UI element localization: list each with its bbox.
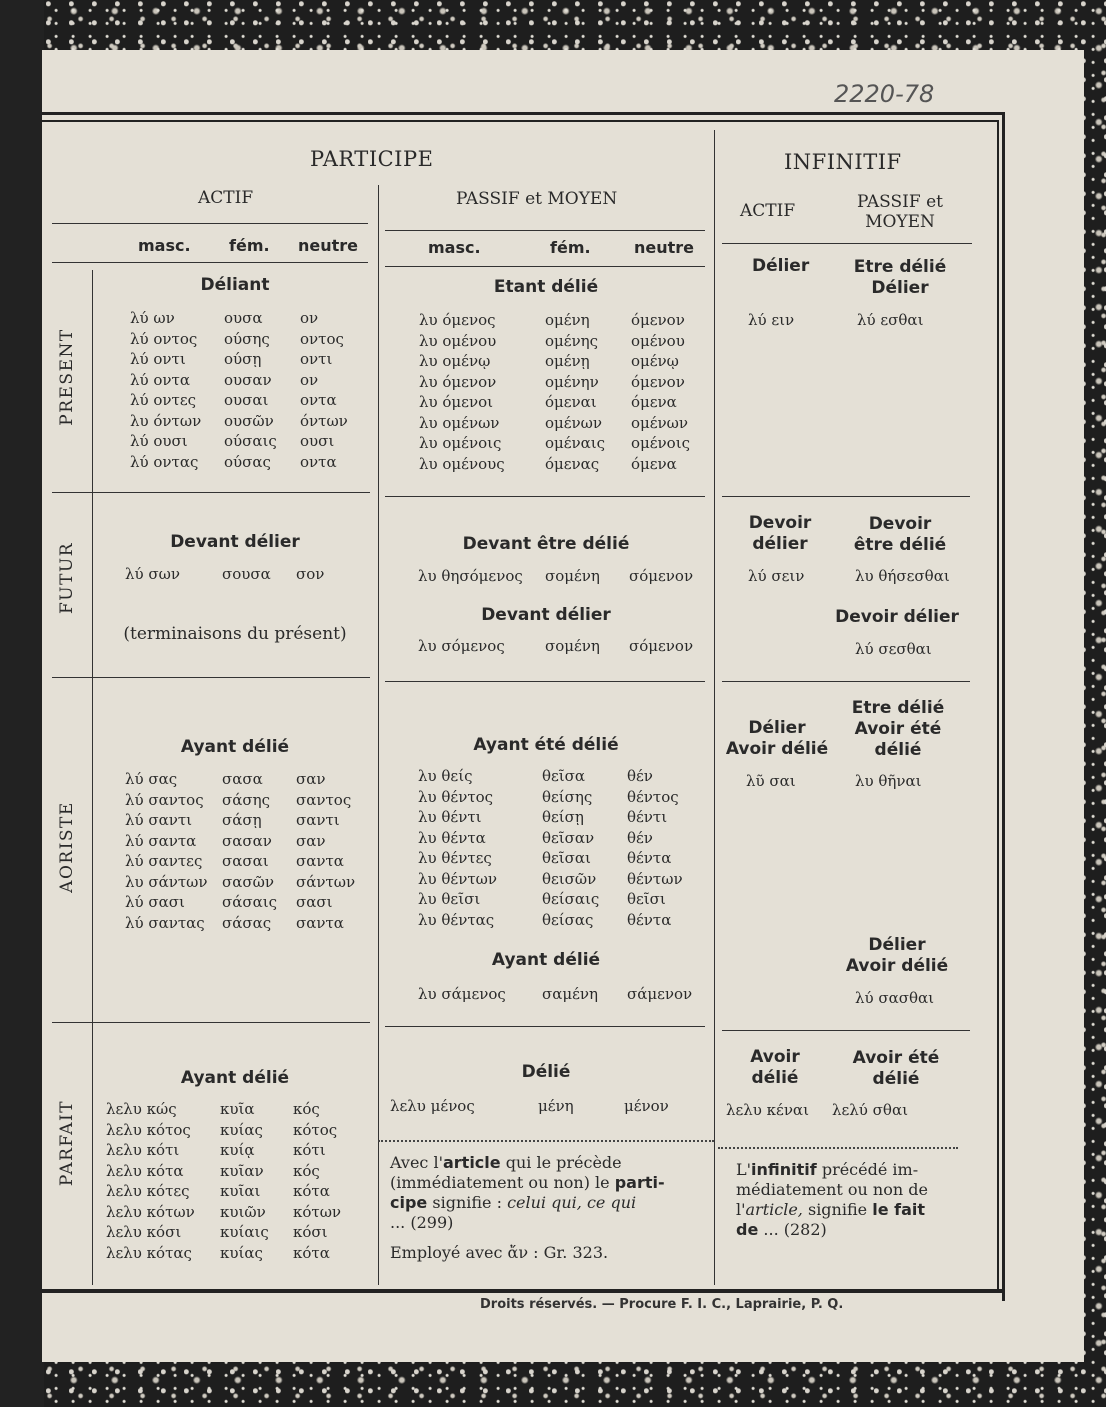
present-passif-form: λυ όμενοι xyxy=(419,393,493,411)
present-actif-form: λύ οντα xyxy=(130,370,190,389)
aoriste-passif-form: θέν xyxy=(627,828,653,847)
grid-line-present-end-infinitif xyxy=(722,496,970,497)
present-actif-form: όντων xyxy=(300,411,348,430)
present-passif-form: ομένου xyxy=(631,331,685,350)
grid-line-present-end-passif xyxy=(385,496,705,497)
tense-label-present: PRESENT xyxy=(57,328,77,426)
present-passif-form: ομέναις xyxy=(545,434,606,452)
parfait-actif-label: Ayant délié xyxy=(180,1068,290,1088)
present-actif-form: ούσας xyxy=(224,452,271,471)
aoriste-moyen-label: Ayant délié xyxy=(491,950,601,970)
aoriste-moyen-fem: σαμένη xyxy=(542,985,598,1003)
participe-grammar-note: Avec l'article qui le précède (immédiatement ou non) le parti- cipe signifie : celui qui, ce qui ... (299) xyxy=(390,1153,665,1232)
present-actif-form: λυ όντων xyxy=(130,411,202,430)
present-passif-form: όμενας xyxy=(545,454,600,473)
futur-moyen-neutre: σόμενον xyxy=(629,637,694,655)
aoriste-passif-form: λυ θεῖσι xyxy=(418,890,481,908)
parfait-actif-form: κός xyxy=(293,1100,320,1118)
parfait-infinitif-actif-label-2: délié xyxy=(751,1068,799,1088)
present-passif-form: ομένη xyxy=(545,311,590,329)
present-actif-form: ον xyxy=(300,309,319,327)
present-passif-form: ομένης xyxy=(545,331,599,350)
aoriste-actif-form: σασι xyxy=(296,893,333,911)
aoriste-actif-form: σάσης xyxy=(222,790,270,809)
parfait-passif-neutre: μένον xyxy=(624,1097,669,1115)
note-box-infinitif-top xyxy=(718,1147,958,1149)
grid-line-passif-header xyxy=(385,230,705,231)
futur-infinitif-passif-label-2: être délié xyxy=(853,535,947,555)
futur-moyen-fem: σομένη xyxy=(545,637,600,655)
aoriste-passif-form: θέντα xyxy=(627,849,672,867)
participe-usage-note: Employé avec ἄν : Gr. 323. xyxy=(390,1243,609,1262)
aoriste-passif-form: θεῖσα xyxy=(542,767,586,785)
tense-label-futur: FUTUR xyxy=(57,541,77,615)
futur-infinitif-passif-label-1: Devoir xyxy=(868,514,932,534)
aoriste-actif-form: λύ σαντα xyxy=(125,831,197,850)
aoriste-actif-label: Ayant délié xyxy=(180,737,290,757)
present-actif-form: οντα xyxy=(300,452,337,471)
present-actif-form: οντος xyxy=(300,329,344,348)
present-actif-form: ουσῶν xyxy=(224,411,274,430)
present-passif-form: όμενα xyxy=(631,454,677,473)
infinitif-grammar-note: L'infinitif précédé im- médiatement ou non de l'article, signifie le fait de ... (282) xyxy=(736,1160,928,1239)
tense-label-parfait: PARFAIT xyxy=(57,1099,77,1187)
present-actif-form: λύ οντος xyxy=(130,329,198,348)
header-infinitif-passif-1: PASSIF et xyxy=(857,192,943,212)
parfait-passif-masc: λελυ μένος xyxy=(390,1097,475,1115)
parfait-actif-form: λελυ κότι xyxy=(106,1141,180,1159)
parfait-actif-form: λελυ κόσι xyxy=(106,1223,182,1241)
aoriste-passif-form: θέντος xyxy=(627,787,679,806)
futur-moyen-masc: λυ σόμενος xyxy=(418,637,505,655)
aoriste-moyen-masc: λυ σάμενος xyxy=(418,985,506,1003)
column-passif-masc: masc. xyxy=(428,238,481,257)
aoriste-actif-form: λυ σάντων xyxy=(125,872,208,891)
header-infinitif: INFINITIF xyxy=(784,150,902,174)
present-passif-form: όμενα xyxy=(631,393,677,411)
aoriste-infinitif-actif-form: λῦ σαι xyxy=(746,772,796,790)
aoriste-actif-form: σαν xyxy=(296,770,326,788)
header-participe: PARTICIPE xyxy=(310,147,434,171)
grid-line-present-end-actif xyxy=(52,492,370,493)
note-box-participe-top xyxy=(378,1140,714,1142)
parfait-actif-form: λελυ κότες xyxy=(106,1182,190,1200)
aoriste-actif-form: λύ σαντας xyxy=(125,913,205,932)
present-passif-form: λυ όμενος xyxy=(419,311,496,329)
parfait-actif-form: κότα xyxy=(293,1243,330,1262)
parfait-actif-form: κός xyxy=(293,1161,320,1180)
present-actif-form: λύ οντες xyxy=(130,391,197,409)
grid-line-futur-end-passif xyxy=(385,681,705,682)
aoriste-infinitif-actif-label-2: Avoir délié xyxy=(725,739,829,759)
aoriste-passif-form: θείσῃ xyxy=(542,808,584,826)
parfait-actif-form: λελυ κότας xyxy=(106,1243,192,1262)
aoriste-infinitif-passif-label-1: Etre délié xyxy=(851,698,945,718)
aoriste-passif-form: θέν xyxy=(627,767,653,785)
present-actif-form: ουσαν xyxy=(224,370,272,389)
aoriste-passif-form: θείσης xyxy=(542,787,593,806)
futur-passif-masc: λυ θησόμενος xyxy=(418,567,523,585)
aoriste-actif-form: σαντι xyxy=(296,811,340,829)
grid-line-aoriste-end-actif xyxy=(52,1022,370,1023)
parfait-actif-form: κότων xyxy=(293,1202,342,1221)
aoriste-actif-form: λύ σασι xyxy=(125,893,185,911)
futur-infinitif-actif-label-2: délier xyxy=(752,534,808,554)
aoriste-passif-form: θεῖσι xyxy=(627,890,666,908)
parfait-infinitif-passif-label-1: Avoir été xyxy=(852,1048,940,1068)
aoriste-actif-form: σάσας xyxy=(222,913,272,932)
parfait-actif-form: κυῖα xyxy=(220,1100,255,1118)
present-actif-form: ουσαι xyxy=(224,391,269,409)
present-passif-form: λυ όμενον xyxy=(419,372,497,391)
parfait-actif-form: λελυ κότος xyxy=(106,1120,191,1139)
aoriste-actif-form: λύ σαντος xyxy=(125,790,204,809)
header-infinitif-actif: ACTIF xyxy=(740,201,796,221)
aoriste-actif-form: σασαν xyxy=(222,831,272,850)
present-actif-form: ουσα xyxy=(224,309,263,327)
present-actif-label: Déliant xyxy=(200,275,270,295)
futur-passif-label: Devant être délié xyxy=(462,534,630,554)
present-actif-form: λύ ων xyxy=(130,309,175,327)
grid-line-passif-columns xyxy=(385,266,705,267)
present-passif-form: λυ ομένῳ xyxy=(419,352,491,370)
aoriste-actif-form: σαντα xyxy=(296,913,344,932)
futur-infinitif-moyen-form: λύ σεσθαι xyxy=(855,640,932,658)
column-passif-fem: fém. xyxy=(550,238,591,257)
grid-line-futur-end-actif xyxy=(52,677,370,678)
parfait-actif-form: κυιῶν xyxy=(220,1202,266,1221)
aoriste-infinitif-passif-form: λυ θῆναι xyxy=(855,772,922,790)
aoriste-actif-form: σάντων xyxy=(296,872,356,891)
parfait-actif-form: κυίᾳ xyxy=(220,1141,255,1159)
column-actif-fem: fém. xyxy=(229,236,270,255)
aoriste-passif-form: θείσαις xyxy=(542,890,600,908)
table-bottom-rule xyxy=(42,1289,1005,1293)
aoriste-passif-form: λυ θέντα xyxy=(418,828,486,847)
parfait-actif-form: κυίαις xyxy=(220,1223,269,1241)
aoriste-moyen-neutre: σάμενον xyxy=(627,985,693,1003)
futur-actif-fem: σουσα xyxy=(222,565,271,583)
aoriste-actif-form: σαντος xyxy=(296,790,352,809)
present-infinitif-actif-form: λύ ειν xyxy=(748,311,795,329)
aoriste-actif-form: λύ σας xyxy=(125,770,178,788)
futur-infinitif-passif-form: λυ θήσεσθαι xyxy=(855,567,950,585)
aoriste-actif-form: σασῶν xyxy=(222,872,274,891)
present-passif-form: λυ ομένου xyxy=(419,331,497,350)
aoriste-infinitif-passif-label-2: Avoir été xyxy=(854,719,942,739)
present-actif-form: λύ οντι xyxy=(130,350,186,368)
present-passif-form: όμεναι xyxy=(545,393,597,411)
aoriste-actif-form: σαντα xyxy=(296,852,344,870)
present-actif-form: ουσι xyxy=(300,432,335,450)
futur-actif-note: (terminaisons du présent) xyxy=(123,624,347,644)
parfait-actif-form: λελυ κότων xyxy=(106,1202,195,1221)
column-actif-neutre: neutre xyxy=(298,236,359,255)
futur-moyen-label: Devant délier xyxy=(481,605,611,625)
present-actif-form: λύ οντας xyxy=(130,452,199,471)
parfait-infinitif-passif-form: λελύ σθαι xyxy=(832,1101,908,1119)
grid-line-aoriste-end-infinitif xyxy=(722,1030,970,1031)
present-passif-form: όμενον xyxy=(631,372,685,391)
parfait-actif-form: λελυ κώς xyxy=(106,1100,177,1118)
aoriste-actif-form: λύ σαντες xyxy=(125,852,203,870)
grid-line-infinitif-split xyxy=(714,130,715,1285)
parfait-infinitif-actif-label-1: Avoir xyxy=(750,1047,800,1067)
futur-infinitif-actif-form: λύ σειν xyxy=(748,567,805,585)
aoriste-actif-form: σασα xyxy=(222,770,263,788)
grid-line-actif-columns xyxy=(52,262,368,263)
aoriste-passif-form: λυ θέντων xyxy=(418,869,497,888)
futur-passif-fem: σομένη xyxy=(545,567,600,585)
present-passif-form: ομένῳ xyxy=(631,352,679,370)
aoriste-actif-form: σάσαις xyxy=(222,893,278,911)
aoriste-passif-form: θείσας xyxy=(542,910,594,929)
aoriste-passif-form: θέντα xyxy=(627,910,672,929)
aoriste-passif-form: λυ θείς xyxy=(418,767,473,785)
aoriste-infinitif-moyen-label-1: Délier xyxy=(868,935,926,955)
present-passif-form: λυ ομένοις xyxy=(419,434,502,452)
parfait-actif-form: κόσι xyxy=(293,1223,328,1241)
aoriste-actif-form: λύ σαντι xyxy=(125,811,193,829)
parfait-actif-form: κότι xyxy=(293,1141,326,1159)
futur-actif-neutre: σον xyxy=(296,565,325,583)
column-actif-masc: masc. xyxy=(138,236,191,255)
grid-line-aoriste-end-passif xyxy=(385,1026,705,1027)
aoriste-passif-form: θέντων xyxy=(627,869,683,888)
aoriste-passif-form: θεισῶν xyxy=(542,869,597,888)
header-passif-moyen: PASSIF et MOYEN xyxy=(456,189,618,209)
present-actif-form: ον xyxy=(300,370,319,389)
present-passif-form: ομένοις xyxy=(631,434,690,452)
grid-line-tense-column xyxy=(92,270,93,1285)
present-passif-form: λυ ομένους xyxy=(419,454,505,473)
column-passif-neutre: neutre xyxy=(634,238,695,257)
present-passif-form: ομένην xyxy=(545,372,599,391)
grid-line-actif-header xyxy=(52,223,368,224)
parfait-infinitif-actif-form: λελυ κέναι xyxy=(726,1101,809,1119)
parfait-actif-form: κότα xyxy=(293,1182,330,1200)
present-passif-form: ομένων xyxy=(631,413,689,432)
book-spine xyxy=(0,0,44,1407)
present-passif-label: Etant délié xyxy=(493,277,599,297)
present-actif-form: ούσῃ xyxy=(224,350,262,368)
futur-infinitif-actif-label-1: Devoir xyxy=(748,513,812,533)
aoriste-infinitif-actif-label-1: Délier xyxy=(748,718,806,738)
futur-actif-label: Devant délier xyxy=(170,532,300,552)
handwritten-catalog-number: 2220-78 xyxy=(834,80,935,108)
parfait-actif-form: λελυ κότα xyxy=(106,1161,184,1180)
aoriste-infinitif-passif-label-3: délié xyxy=(874,740,922,760)
aoriste-passif-form: λυ θέντος xyxy=(418,787,494,806)
aoriste-passif-form: θέντι xyxy=(627,808,668,826)
grid-line-infinitif-header xyxy=(722,243,972,244)
aoriste-passif-form: θεῖσαι xyxy=(542,849,591,867)
aoriste-infinitif-moyen-label-2: Avoir délié xyxy=(845,956,949,976)
parfait-actif-form: κυῖαι xyxy=(220,1182,261,1200)
present-actif-form: ούσαις xyxy=(224,432,277,450)
present-actif-form: οντα xyxy=(300,391,337,409)
aoriste-passif-form: λυ θέντας xyxy=(418,910,495,929)
parfait-passif-label: Délié xyxy=(521,1062,571,1082)
header-infinitif-passif-2: MOYEN xyxy=(865,212,935,232)
aoriste-passif-form: λυ θέντες xyxy=(418,849,492,867)
futur-infinitif-moyen-label: Devoir délier xyxy=(835,607,959,627)
aoriste-infinitif-moyen-form: λύ σασθαι xyxy=(855,989,935,1007)
present-infinitif-passif-label-2: Délier xyxy=(871,278,929,298)
present-infinitif-actif-label: Délier xyxy=(752,256,810,276)
present-passif-form: λυ ομένων xyxy=(419,413,500,432)
aoriste-actif-form: σαν xyxy=(296,831,326,850)
present-actif-form: οντι xyxy=(300,350,333,368)
present-passif-form: ομένῃ xyxy=(545,352,590,370)
copyright-footer: Droits réservés. — Procure F. I. C., Laprairie, P. Q. xyxy=(480,1297,844,1312)
aoriste-actif-form: σασαι xyxy=(222,852,269,870)
futur-actif-masc: λύ σων xyxy=(125,565,180,583)
present-infinitif-passif-form: λύ εσθαι xyxy=(857,311,924,329)
present-passif-form: ομένων xyxy=(545,413,603,432)
parfait-actif-form: κότος xyxy=(293,1120,338,1139)
header-actif: ACTIF xyxy=(198,188,254,208)
parfait-infinitif-passif-label-2: délié xyxy=(872,1069,920,1089)
present-actif-form: ούσης xyxy=(224,329,270,348)
tense-label-aoriste: AORISTE xyxy=(57,801,77,893)
parfait-passif-fem: μένη xyxy=(538,1097,574,1115)
futur-passif-neutre: σόμενον xyxy=(629,567,694,585)
parfait-actif-form: κυῖαν xyxy=(220,1161,264,1180)
aoriste-passif-form: λυ θέντι xyxy=(418,808,482,826)
parfait-actif-form: κυίας xyxy=(220,1243,263,1262)
aoriste-passif-label: Ayant été délié xyxy=(473,735,619,755)
present-infinitif-passif-label-1: Etre délié xyxy=(853,257,947,277)
aoriste-passif-form: θεῖσαν xyxy=(542,828,595,847)
present-actif-form: λύ ουσι xyxy=(130,432,188,450)
present-passif-form: όμενον xyxy=(631,311,685,329)
aoriste-actif-form: σάσῃ xyxy=(222,811,262,829)
parfait-actif-form: κυίας xyxy=(220,1120,263,1139)
grid-line-futur-end-infinitif xyxy=(722,681,970,682)
